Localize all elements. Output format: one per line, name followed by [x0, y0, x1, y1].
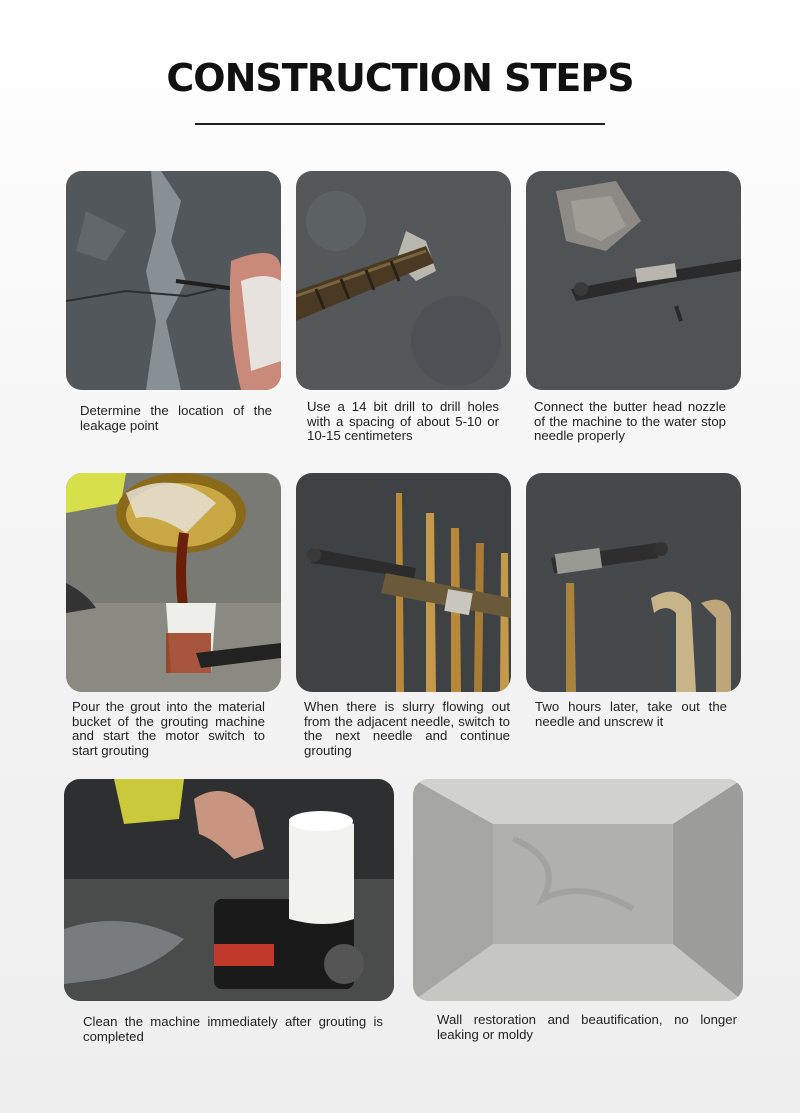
step-8-caption: Wall restoration and beautification, no longer leaking or moldy: [437, 1012, 737, 1042]
page-title: CONSTRUCTION STEPS: [166, 56, 634, 100]
step-6-caption: Two hours later, take out the needle and unscrew it: [535, 699, 727, 729]
step-7-caption: Clean the machine immediately after grouting is completed: [83, 1014, 383, 1044]
step-3-photo: [526, 171, 741, 390]
step-5-caption: When there is slurry flowing out from the adjacent needle, switch to the next needle and continue grouting: [304, 699, 510, 758]
step-2-photo: [296, 171, 511, 390]
step-4-caption: Pour the grout into the material bucket of the grouting machine and start the motor switch to start grouting: [72, 699, 265, 758]
step-1-caption: Determine the location of the leakage point: [80, 403, 272, 433]
step-6-photo: [526, 473, 741, 692]
title-underline: [195, 123, 605, 125]
step-8-photo: [413, 779, 743, 1001]
step-1-photo: [66, 171, 281, 390]
step-4-photo: [66, 473, 281, 692]
step-7-photo: [64, 779, 394, 1001]
step-3-caption: Connect the butter head nozzle of the machine to the water stop needle properly: [534, 399, 726, 443]
step-5-photo: [296, 473, 511, 692]
step-2-caption: Use a 14 bit drill to drill holes with a spacing of about 5-10 or 10-15 centimeters: [307, 399, 499, 443]
